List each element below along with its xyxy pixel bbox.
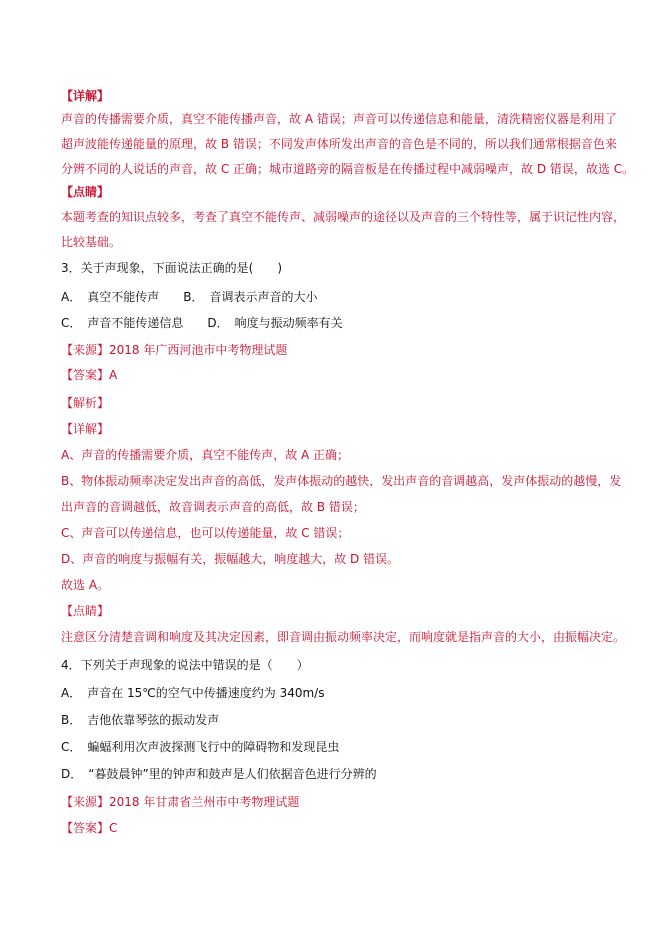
text-line: 【详解】 <box>61 422 110 436</box>
text-line: A、声音的传播需要介质，真空不能传声，故 A 正确； <box>61 448 350 462</box>
text-line: 4．下列关于声现象的说法中错误的是（ ） <box>61 658 309 672</box>
text-line: 本题考查的知识点较多，考查了真空不能传声、减弱噪声的途径以及声音的三个特性等，属于识记性内容， <box>61 210 626 224</box>
text-line: 【点睛】 <box>61 604 110 618</box>
text-line: C． 蝙蝠利用次声波探测飞行中的障碍物和发现昆虫 <box>61 740 340 754</box>
text-line: 【答案】C <box>61 821 118 835</box>
text-line: 故选 A。 <box>61 578 110 592</box>
text-line: 分辨不同的人说话的声音，故 C 正确；城市道路旁的隔音板是在传播过程中减弱噪声，故 D 错误，故选 C。 <box>61 162 635 176</box>
text-line: 【解析】 <box>61 396 110 410</box>
text-line: 出声音的音调越低，故音调表示声音的高低，故 B 错误； <box>61 500 365 514</box>
text-line: 【答案】A <box>61 368 118 382</box>
text-line: 【来源】2018 年甘肃省兰州市中考物理试题 <box>61 795 300 809</box>
text-line: D． “暮鼓晨钟”里的钟声和鼓声是人们依据音色进行分辨的 <box>61 767 377 781</box>
text-line: 超声波能传递能量的原理，故 B 错误；不同发声体所发出声音的音色是不同的，所以我们通常根据音色来 <box>61 137 617 151</box>
text-line: 【点睛】 <box>61 185 110 199</box>
text-line: C、声音可以传递信息，也可以传递能量，故 C 错误； <box>61 526 350 540</box>
text-line: 3．关于声现象，下面说法正确的是( ) <box>61 261 282 275</box>
text-line: 声音的传播需要介质，真空不能传播声音，故 A 错误；声音可以传递信息和能量，清洗精密仪器是利用了 <box>61 112 617 126</box>
text-line: C． 声音不能传递信息 D． 响度与振动频率有关 <box>61 316 343 330</box>
text-line: B． 吉他依靠琴弦的振动发声 <box>61 713 220 727</box>
text-line: A． 真空不能传声 B． 音调表示声音的大小 <box>61 290 318 304</box>
text-line: B、物体振动频率决定发出声音的高低，发声体振动的越快，发出声音的音调越高，发声体振动的越慢，发 <box>61 474 622 488</box>
text-line: 比较基础。 <box>61 235 122 249</box>
text-line: 【详解】 <box>61 89 110 103</box>
text-line: 注意区分清楚音调和响度及其决定因素，即音调由振动频率决定，而响度就是指声音的大小，由振幅决定。 <box>61 630 626 644</box>
text-line: A． 声音在 15℃的空气中传播速度约为 340m/s <box>61 686 325 700</box>
text-line: D、声音的响度与振幅有关，振幅越大，响度越大，故 D 错误。 <box>61 552 400 566</box>
text-line: 【来源】2018 年广西河池市中考物理试题 <box>61 343 288 357</box>
